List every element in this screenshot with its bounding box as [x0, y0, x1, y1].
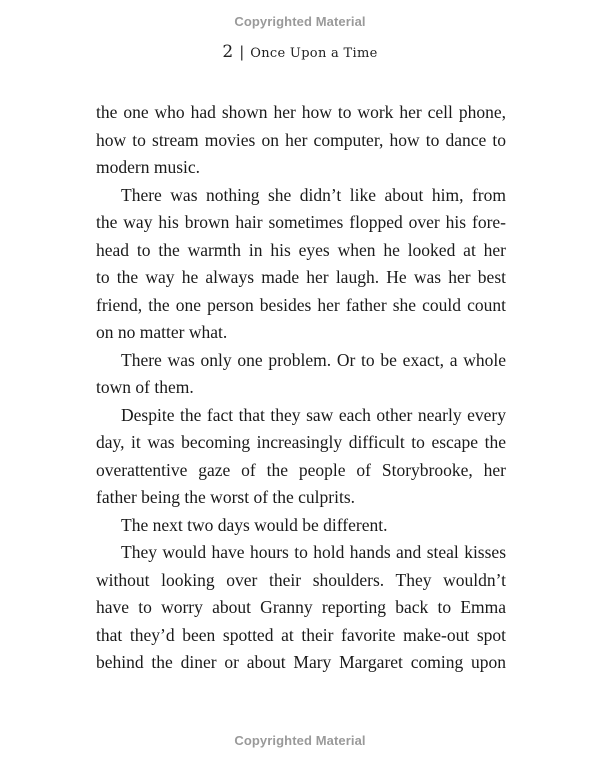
text-line: The next two days would be different.: [121, 514, 388, 535]
text-line: without looking over their shoulders. They wouldn’t: [96, 569, 506, 590]
page-number: 2: [222, 42, 234, 62]
text-line: friend, the one person besides her father she could count: [96, 294, 506, 315]
copyright-watermark-top: Copyrighted Material: [234, 14, 366, 29]
text-line: town of them.: [96, 377, 194, 397]
text-line: the one who had shown her how to work her cell phone,: [96, 102, 506, 122]
text-line: that they’d been spotted at their favorite make-out spot: [96, 624, 506, 645]
text-line: have to worry about Granny reporting back to Emma: [96, 597, 506, 617]
text-line: Despite the fact that they saw each other nearly every: [121, 404, 506, 425]
text-line: head to the warmth in his eyes when he looked at her: [96, 239, 506, 260]
copyright-watermark-bottom: Copyrighted Material: [234, 733, 366, 748]
text-line: father being the worst of the culprits.: [96, 487, 356, 507]
text-line: modern music.: [96, 157, 201, 177]
text-line: the way his brown hair sometimes flopped over his fore-: [96, 212, 506, 232]
text-line: There was only one problem. Or to be exact, a whole: [121, 349, 506, 370]
book-title: Once Upon a Time: [250, 46, 378, 61]
text-line: They would have hours to hold hands and steal kisses: [121, 542, 506, 562]
text-line: overattentive gaze of the people of Storybrooke, her: [96, 459, 506, 480]
header-separator: |: [239, 43, 245, 61]
text-line: day, it was becoming increasingly difficult to escape the: [96, 432, 506, 452]
running-header: [0, 42, 600, 62]
text-line: There was nothing she didn’t like about him, from: [121, 184, 506, 205]
text-line: behind the diner or about Mary Margaret coming upon: [96, 652, 506, 672]
body-text: [96, 99, 506, 677]
text-line: to the way he always made her laugh. He was her best: [96, 267, 506, 287]
text-line: on no matter what.: [96, 322, 228, 342]
text-line: how to stream movies on her computer, how to dance to: [96, 129, 506, 150]
